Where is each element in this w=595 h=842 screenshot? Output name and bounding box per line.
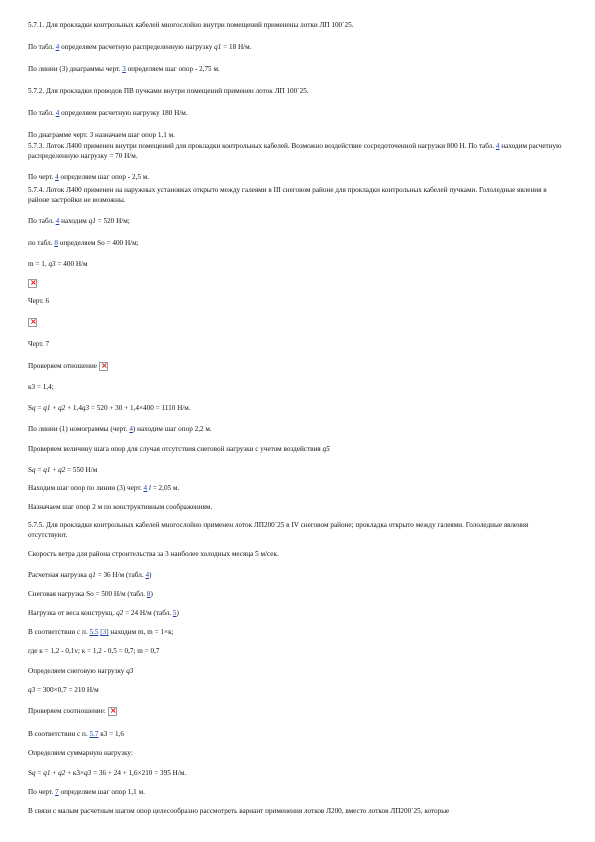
paragraph bbox=[28, 549, 568, 559]
math-var: q1 bbox=[43, 769, 51, 777]
math-var: q1 bbox=[43, 466, 51, 474]
formula bbox=[28, 768, 568, 778]
text: = 520 + 30 + 1,4×400 = 1110 Н/м. bbox=[89, 404, 191, 412]
math-var: q3 bbox=[84, 769, 92, 777]
figure-6-image bbox=[28, 278, 568, 288]
text: Определяем снеговую нагрузку bbox=[28, 667, 127, 675]
text: + к3× bbox=[65, 769, 85, 777]
paragraph bbox=[28, 238, 568, 248]
paragraph bbox=[28, 706, 568, 716]
text: определяем шаг опор - 2,5 м. bbox=[58, 173, 150, 181]
text: S bbox=[28, 404, 32, 412]
paragraph bbox=[28, 806, 568, 816]
paragraph bbox=[28, 382, 568, 392]
text: по табл. bbox=[28, 239, 55, 247]
text: В соответствии с п. bbox=[28, 730, 90, 738]
text: 5.7.5. Для прокладки контрольных кабелей многослойно применен лоток ЛП200´25 в IV снеговом районе; прокладка открыто между галеями. Гололедные явления отсутствуют. bbox=[28, 521, 529, 539]
text: находим bbox=[59, 217, 89, 225]
table-5-link[interactable]: 5 bbox=[172, 609, 177, 617]
text: = bbox=[35, 769, 44, 777]
text: m = 1, bbox=[28, 260, 49, 268]
text: = 550 Н/м bbox=[65, 466, 98, 474]
math-var: q3 bbox=[48, 260, 56, 268]
paragraph bbox=[28, 444, 568, 454]
text: + bbox=[50, 466, 59, 474]
paragraph bbox=[28, 483, 568, 493]
text: = 18 Н/м. bbox=[221, 43, 252, 51]
text: = 36 + 24 + 1,6×210 = 395 Н/м. bbox=[91, 769, 187, 777]
text: 5.7.3. Лоток Л400 применен внутри помещений для прокладки контрольных кабелей. Возможно воздействие сосредоточенной нагрузки 800 Н. По табл. bbox=[28, 142, 496, 150]
text: В соответствии с п. bbox=[28, 628, 90, 636]
paragraph bbox=[28, 259, 568, 269]
text: к3 = 1,6 bbox=[98, 730, 124, 738]
text: где к = 1,2 - 0,1v; к = 1,2 - 0,5 = 0,7; m = 0,7 bbox=[28, 647, 160, 655]
text: По линии (1) номограммы (черт. bbox=[28, 425, 130, 433]
paragraph-5-7-4 bbox=[28, 185, 568, 205]
broken-image-icon: × bbox=[30, 316, 37, 326]
text: определяем расчетную распределенную нагрузку bbox=[59, 43, 215, 51]
text: к3 = 1,4; bbox=[28, 383, 54, 391]
section-5-7-link[interactable]: 5.7 bbox=[89, 730, 99, 738]
text: 5.7.4. Лоток Л400 применен на наружных установках открыто между галеями в III снеговом районе для прокладки контрольных кабелей пучками. Гололедные явления в районе застройки не возможны. bbox=[28, 186, 547, 204]
paragraph bbox=[28, 729, 568, 739]
para-text: 5.7.1. Для прокладки контрольных кабелей многослойно внутри помещений применены лотки ЛП 100´25. bbox=[28, 21, 354, 29]
text: = bbox=[35, 466, 44, 474]
text: Снеговая нагрузка So = 500 Н/м (табл. bbox=[28, 590, 147, 598]
math-var: q bbox=[32, 404, 36, 412]
paragraph bbox=[28, 666, 568, 676]
text: Определяем суммарную нагрузку: bbox=[28, 749, 133, 757]
text: = 24 Н/м (табл. bbox=[123, 609, 173, 617]
text: Расчетная нагрузка bbox=[28, 571, 89, 579]
text: + bbox=[50, 769, 59, 777]
table-4-link[interactable]: 4 bbox=[495, 142, 500, 150]
text: Проверяем величину шага опор для случая отсутствия снеговой нагрузки с учетом воздействия bbox=[28, 445, 323, 453]
broken-image-icon: × bbox=[109, 705, 117, 715]
text: + bbox=[50, 404, 59, 412]
text: = 36 Н/м (табл. bbox=[95, 571, 146, 579]
text: ) bbox=[149, 571, 152, 579]
paragraph bbox=[28, 172, 568, 182]
math-var: q3 bbox=[28, 686, 36, 694]
math-var: l bbox=[147, 484, 151, 492]
math-var: q1 bbox=[88, 217, 96, 225]
figure-7-image bbox=[28, 317, 568, 327]
text: Находим шаг опор по линии (3) черт. bbox=[28, 484, 144, 492]
text: По табл. bbox=[28, 217, 56, 225]
paragraph bbox=[28, 130, 568, 140]
paragraph bbox=[28, 361, 568, 371]
math-var: q1 bbox=[88, 571, 96, 579]
table-4-link[interactable]: 4 bbox=[55, 43, 60, 51]
text: S bbox=[28, 466, 32, 474]
math-var: q2 bbox=[58, 466, 66, 474]
paragraph-5-7-3 bbox=[28, 141, 568, 161]
text: ) находим шаг опор 2,2 м. bbox=[132, 425, 212, 433]
text: По черт. bbox=[28, 173, 56, 181]
reference-3-link[interactable]: [3] bbox=[100, 628, 109, 636]
broken-image-icon: × bbox=[30, 277, 37, 287]
text: По диаграмме черт. 3 назначаем шаг опор 1,1 м. bbox=[28, 131, 175, 139]
table-4-link[interactable]: 4 bbox=[55, 217, 60, 225]
table-8-link[interactable]: 8 bbox=[146, 590, 151, 598]
text: По черт. bbox=[28, 788, 56, 796]
paragraph bbox=[28, 64, 568, 74]
paragraph bbox=[28, 787, 568, 797]
figure-3-link[interactable]: 3 bbox=[122, 65, 126, 73]
text: Назначаем шаг опор 2 м по конструктивным соображениям. bbox=[28, 503, 213, 511]
math-var: q2 bbox=[58, 404, 66, 412]
table-4-link[interactable]: 4 bbox=[55, 109, 60, 117]
math-var: q bbox=[32, 769, 36, 777]
figure-7-caption bbox=[28, 339, 568, 349]
math-var: q bbox=[32, 466, 36, 474]
text: находим m, m = 1×к; bbox=[108, 628, 174, 636]
text: = 300×0,7 = 210 Н/м bbox=[35, 686, 99, 694]
math-var: q5 bbox=[322, 445, 330, 453]
text: = 400 Н/м bbox=[55, 260, 88, 268]
formula bbox=[28, 403, 568, 413]
paragraph bbox=[28, 570, 568, 580]
paragraph bbox=[28, 216, 568, 226]
paragraph bbox=[28, 589, 568, 599]
paragraph-5-7-1 bbox=[28, 20, 568, 30]
math-var: q2 bbox=[116, 609, 124, 617]
figure-7-link[interactable]: 7 bbox=[55, 788, 59, 796]
text: 5.7.2. Для прокладки проводов ПВ пучками внутри помещений применен лоток ЛП 100´25. bbox=[28, 87, 309, 95]
text: Скорость ветра для района строительства за 3 наиболее холодных месяца 5 м/сек. bbox=[28, 550, 279, 558]
formula bbox=[28, 685, 568, 695]
text: По линии (3) диаграммы черт. bbox=[28, 65, 123, 73]
text: Нагрузка от веса конструкц. bbox=[28, 609, 117, 617]
paragraph-5-7-5 bbox=[28, 520, 568, 540]
math-var: q3 bbox=[126, 667, 134, 675]
text: определяем шаг опор 1,1 м. bbox=[58, 788, 145, 796]
math-var: q2 bbox=[58, 769, 66, 777]
paragraph bbox=[28, 748, 568, 758]
figure-4-link[interactable]: 4 bbox=[143, 484, 148, 492]
math-var: q1 bbox=[43, 404, 51, 412]
text: Черт. 7 bbox=[28, 340, 50, 348]
text: = bbox=[35, 404, 44, 412]
paragraph bbox=[28, 42, 568, 52]
paragraph bbox=[28, 502, 568, 512]
text: + 1,4 bbox=[65, 404, 82, 412]
section-5-5-link[interactable]: 5.5 bbox=[89, 628, 99, 636]
text: = 2,05 м. bbox=[150, 484, 180, 492]
table-4-link[interactable]: 4 bbox=[145, 571, 150, 579]
text: В связи с малым расчетным шагом опор целесообразно рассмотреть вариант применения лотков Л200, вместо лотков ЛП200´25, которые bbox=[28, 807, 450, 815]
paragraph bbox=[28, 608, 568, 618]
text: По табл. bbox=[28, 109, 56, 117]
table-8-link[interactable]: 8 bbox=[54, 239, 58, 247]
math-var: q1 bbox=[214, 43, 222, 51]
text: Проверяем соотношение: bbox=[28, 707, 106, 715]
text: = 520 Н/м; bbox=[95, 217, 130, 225]
text: Черт. 6 bbox=[28, 297, 50, 305]
figure-6-caption bbox=[28, 296, 568, 306]
text: определяем So = 400 Н/м; bbox=[57, 239, 139, 247]
formula bbox=[28, 465, 568, 475]
figure-4-link[interactable]: 4 bbox=[129, 425, 133, 433]
text: определяем шаг опор - 2,75 м. bbox=[125, 65, 220, 73]
paragraph-5-7-2 bbox=[28, 86, 568, 96]
paragraph bbox=[28, 424, 568, 434]
text: определяем расчетную нагрузку 180 Н/м. bbox=[59, 109, 188, 117]
paragraph bbox=[28, 627, 568, 637]
text: S bbox=[28, 769, 32, 777]
text: По табл. bbox=[28, 43, 56, 51]
text: ) bbox=[176, 609, 179, 617]
broken-image-icon: × bbox=[101, 360, 108, 370]
text: ) bbox=[150, 590, 153, 598]
paragraph bbox=[28, 646, 568, 656]
figure-4-link[interactable]: 4 bbox=[55, 173, 59, 181]
text: Проверяем отношение bbox=[28, 362, 98, 370]
paragraph bbox=[28, 108, 568, 118]
text: находим расчетную распределенную нагрузку = 70 Н/м. bbox=[28, 142, 562, 160]
math-var: q3 bbox=[81, 404, 90, 412]
